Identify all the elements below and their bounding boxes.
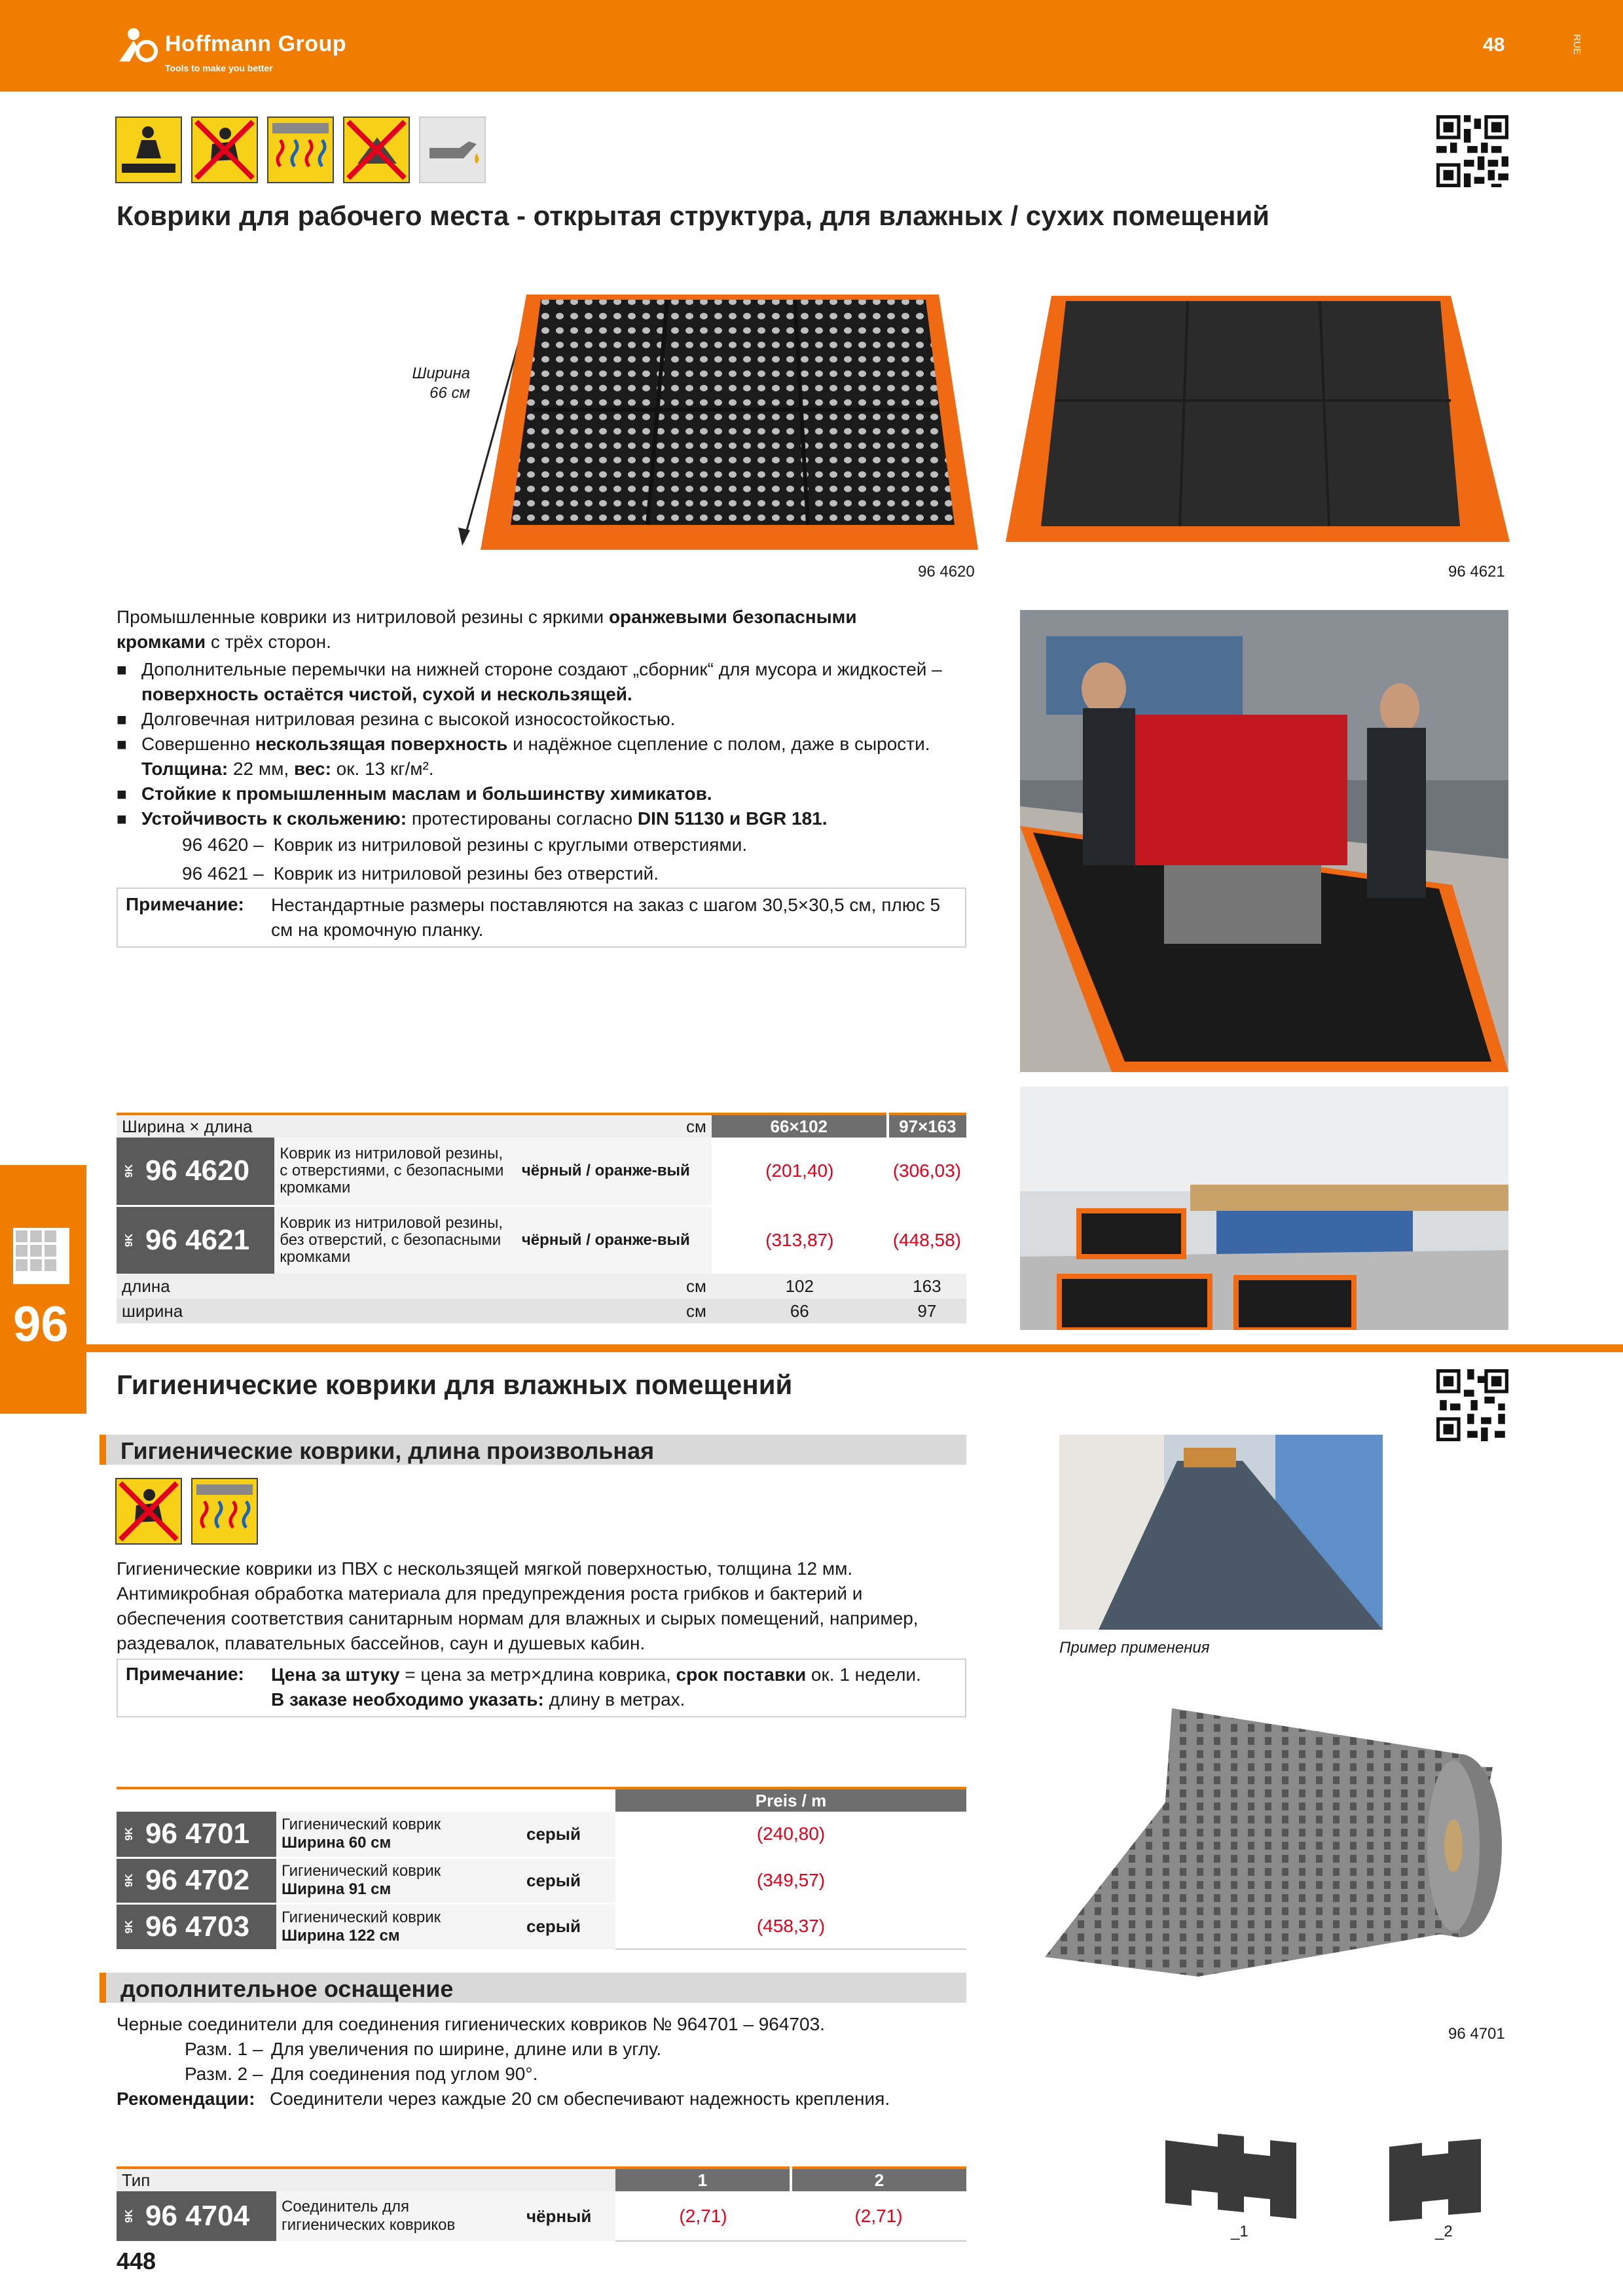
no-sparks-icon [343, 117, 410, 183]
article-prefix: 9K [124, 1920, 136, 1933]
rec-text: Соединители через каждые 20 см обеспечивают надежность крепления. [270, 2089, 890, 2109]
bullet-item [117, 707, 961, 732]
dim-value: 102 [785, 1276, 814, 1296]
desc-line2: Ширина 60 см [282, 1834, 392, 1852]
weight-label: вес: [293, 759, 331, 779]
grid-mat-icon [13, 1228, 69, 1284]
variant-text: Коврик из нитриловой резины без отверстий. [273, 863, 659, 884]
bullet-bold: нескользящая поверхность [255, 734, 508, 754]
accessory-line: Черные соединители для соединения гигиенических ковриков № 964701 – 964703. [117, 2014, 825, 2034]
article-prefix: 9K [124, 1164, 136, 1178]
desc-line1: Гигиенический коврик [282, 1816, 441, 1834]
page-number-bottom: 448 [117, 2248, 156, 2274]
table1-size-1: 66×102 [712, 1114, 888, 1138]
language-tag: RUE [1571, 34, 1582, 55]
workshop-photo [1020, 610, 1508, 1072]
application-caption: Пример применения [1059, 1639, 1210, 1657]
wet-area-icon [267, 117, 334, 183]
table1-head-label: Ширина × длина [117, 1114, 517, 1138]
size-text: Для увеличения по ширине, длине или в углу. [271, 2039, 662, 2059]
table3-head-label: Тип [117, 2168, 615, 2191]
desc-line2: Ширина 91 см [282, 1880, 392, 1898]
article-color: чёрный / оранже-вый [517, 1206, 712, 1274]
price-table-2 [117, 1787, 966, 1950]
article-color: серый [521, 1857, 615, 1903]
note-bold: В заказе необходимо указать: [271, 1689, 544, 1710]
safety-shoe-icon [115, 117, 182, 183]
page-number-top: 48 [1483, 34, 1505, 56]
article-prefix: 9K [124, 1827, 136, 1841]
variant-text: Коврик из нитриловой резины с круглыми отверстиями. [273, 834, 748, 855]
price-cell: (448,58) [892, 1229, 961, 1250]
table2-head-blank [117, 1788, 615, 1812]
price-cell: (201,40) [765, 1160, 834, 1181]
bullet-bold: Устойчивость к скольжению: [141, 808, 407, 829]
mat-solid-image [1006, 296, 1510, 551]
variant-list [182, 833, 961, 886]
wet-area-icon [191, 1478, 258, 1545]
chapter-tab[interactable] [0, 1165, 86, 1414]
price-cell: (313,87) [765, 1229, 834, 1250]
price-cell: (306,03) [892, 1160, 961, 1181]
note-plain: ок. 1 недели. [806, 1664, 921, 1685]
bullet-bold: Стойкие к промышленным маслам и большинству химикатов. [141, 783, 712, 804]
note-box-1 [117, 888, 966, 948]
size-line [117, 2062, 968, 2087]
no-slip-icon [191, 117, 258, 183]
table3-col-2: 2 [791, 2168, 966, 2191]
section1-intro [117, 605, 948, 655]
article-code: 96 4703 [145, 1910, 250, 1943]
qr-code-icon[interactable] [1436, 1369, 1508, 1441]
connector-size2-image [1383, 2134, 1514, 2225]
subhead-text: Гигиенические коврики, длина произвольная [120, 1437, 655, 1464]
section2-subhead [100, 1435, 966, 1465]
section2-title: Гигиенические коврики для влажных помещений [117, 1369, 793, 1400]
connector-size1-image [1159, 2127, 1336, 2225]
variant-code: 96 4621 – [182, 863, 264, 884]
article-color: чёрный [521, 2191, 615, 2241]
article-desc [276, 1812, 521, 1857]
oil-resistant-icon [419, 117, 486, 183]
note-text: Нестандартные размеры поставляются на заказ с шагом 30,5×30,5 см, плюс 5 см на кромочную планку. [271, 895, 941, 940]
norms-text: DIN 51130 и BGR 181. [637, 808, 828, 829]
size-line [117, 2037, 968, 2062]
bullet-text: Совершенно [141, 734, 255, 754]
note-plain: = цена за метр×длина коврика, [399, 1664, 676, 1685]
article-number-964621[interactable] [117, 1206, 274, 1274]
connector-caption-1: _1 [1231, 2223, 1249, 2240]
section-divider [86, 1344, 1623, 1352]
bullet-text: Долговечная нитриловая резина с высокой износостойкостью. [141, 709, 676, 729]
brand-logo-icon [117, 25, 160, 63]
desc-line1: Гигиенический коврик [282, 1862, 441, 1880]
subhead-text: дополнительное оснащение [120, 1975, 454, 2002]
article-number-964703[interactable] [117, 1903, 276, 1949]
size-label: Разм. 2 – [185, 2064, 263, 2084]
dim-value: 163 [913, 1276, 941, 1296]
connector-caption-2: _2 [1435, 2223, 1453, 2240]
width-label-line1: Ширина [412, 365, 470, 382]
bullet-item [117, 732, 961, 781]
table2-head-price: Preis / m [615, 1788, 966, 1812]
mat-roll-image [1041, 1682, 1512, 1977]
note-bold: срок поставки [676, 1664, 807, 1685]
bullet-text-after: протестированы согласно [407, 808, 638, 829]
variant-item [182, 833, 961, 857]
price-cell: (240,80) [615, 1812, 966, 1857]
table1-size-2: 97×163 [888, 1114, 966, 1138]
article-desc: Коврик из нитриловой резины, с отверстиями, с безопасными кромками [274, 1138, 517, 1206]
article-desc [276, 1903, 521, 1949]
variant-item [182, 861, 961, 886]
application-photo [1059, 1435, 1383, 1630]
article-code: 96 4701 [145, 1818, 250, 1850]
desc-line2: Ширина 122 см [282, 1926, 400, 1945]
size-text: Для соединения под углом 90°. [271, 2064, 538, 2084]
section1-title: Коврики для рабочего места - открытая структура, для влажных / сухих помещений [117, 200, 1270, 231]
image-caption-964621: 96 4621 [1448, 563, 1505, 581]
price-cell: (349,57) [615, 1857, 966, 1903]
article-prefix: 9K [124, 1873, 136, 1888]
intro-bold: оранжевыми безопасными кромками [117, 607, 857, 652]
article-code: 96 4621 [145, 1223, 250, 1256]
article-code: 96 4704 [145, 2200, 250, 2232]
bullet-item [117, 657, 961, 707]
chapter-number: 96 [13, 1297, 69, 1352]
bullet-text: Дополнительные перемычки на нижней стороне создают „сборник“ для мусора и жидкостей – [141, 659, 942, 679]
workbench-photo [1020, 1086, 1508, 1330]
article-number-964701[interactable] [117, 1812, 276, 1857]
mat-with-holes-image [481, 295, 978, 550]
section2-description: Гигиенические коврики из ПВХ с нескользящей мягкой поверхностью, толщина 12 мм. Антимикробная обработка материала для предупреждения роста грибков и бактерий и обеспечения соответствия санитарным нормам для влажных и сырых помещений, например, раздевалок, плавательных бассейнов, саун и душевых кабин. [117, 1558, 919, 1653]
section3-text [117, 2012, 968, 2111]
article-code: 96 4620 [145, 1155, 250, 1187]
brand-tagline: Tools to make you better [165, 63, 273, 73]
desc-line1: Гигиенический коврик [282, 1908, 441, 1926]
variant-code: 96 4620 – [182, 834, 264, 855]
article-prefix: 9K [124, 2209, 136, 2223]
no-slip-icon [115, 1478, 182, 1545]
dim-label: ширина [122, 1300, 183, 1321]
article-desc: Коврик из нитриловой резины, без отверстий, с безопасными кромками [274, 1206, 517, 1274]
image-caption-964620: 96 4620 [918, 563, 975, 581]
bullet-text-after: и надёжное сцепление с полом, даже в сырости. [507, 734, 930, 754]
article-code: 96 4702 [145, 1864, 250, 1896]
recommendation-line [117, 2087, 968, 2111]
bullet-item [117, 781, 961, 806]
note-label: Примечание: [126, 1664, 244, 1684]
intro-text-1: Промышленные коврики из нитриловой резины с яркими [117, 607, 609, 627]
section3-subhead [100, 1973, 966, 2003]
table3-col-1: 1 [615, 2168, 791, 2191]
bullet-item [117, 806, 961, 831]
roll-caption: 96 4701 [1448, 2025, 1505, 2043]
thickness-value: 22 мм, [228, 759, 294, 779]
dim-value: 97 [917, 1300, 937, 1321]
weight-value: ок. 13 кг/м². [331, 759, 434, 779]
brand-name: Hoffmann Group [165, 31, 347, 56]
note-label: Примечание: [126, 894, 244, 914]
dim-unit: см [685, 1276, 706, 1296]
article-desc [276, 1857, 521, 1903]
note-box-2 [117, 1659, 966, 1717]
price-table-1 [117, 1113, 966, 1323]
bullet-bold: поверхность остаётся чистой, сухой и нескользящей. [141, 684, 632, 704]
dim-label: длина [122, 1276, 170, 1296]
dim-unit: см [685, 1300, 706, 1321]
width-label [401, 364, 470, 403]
article-prefix: 9K [124, 1233, 136, 1247]
price-cell: (2,71) [791, 2191, 966, 2241]
qr-code-icon[interactable] [1436, 115, 1508, 187]
intro-text-2: с трёх сторон. [206, 632, 331, 652]
price-table-3 [117, 2166, 966, 2242]
size-label: Разм. 1 – [185, 2039, 263, 2059]
thickness-label: Толщина: [141, 759, 228, 779]
article-number-964702[interactable] [117, 1857, 276, 1903]
dim-value: 66 [790, 1300, 809, 1321]
rec-label: Рекомендации: [117, 2089, 255, 2109]
width-label-line2: 66 см [429, 384, 470, 402]
article-number-964620[interactable] [117, 1138, 274, 1206]
section1-bullets [117, 657, 961, 831]
note-plain: длину в метрах. [543, 1689, 685, 1710]
price-cell: (2,71) [615, 2191, 791, 2241]
article-color: серый [521, 1903, 615, 1949]
note-text [271, 1662, 958, 1712]
article-number-964704[interactable] [117, 2191, 276, 2241]
price-cell: (458,37) [615, 1903, 966, 1949]
table1-head-unit: см [517, 1114, 712, 1138]
article-color: чёрный / оранже-вый [517, 1138, 712, 1206]
article-color: серый [521, 1812, 615, 1857]
article-desc: Соединитель для гигиенических ковриков [276, 2191, 521, 2241]
note-bold: Цена за штуку [271, 1664, 400, 1685]
